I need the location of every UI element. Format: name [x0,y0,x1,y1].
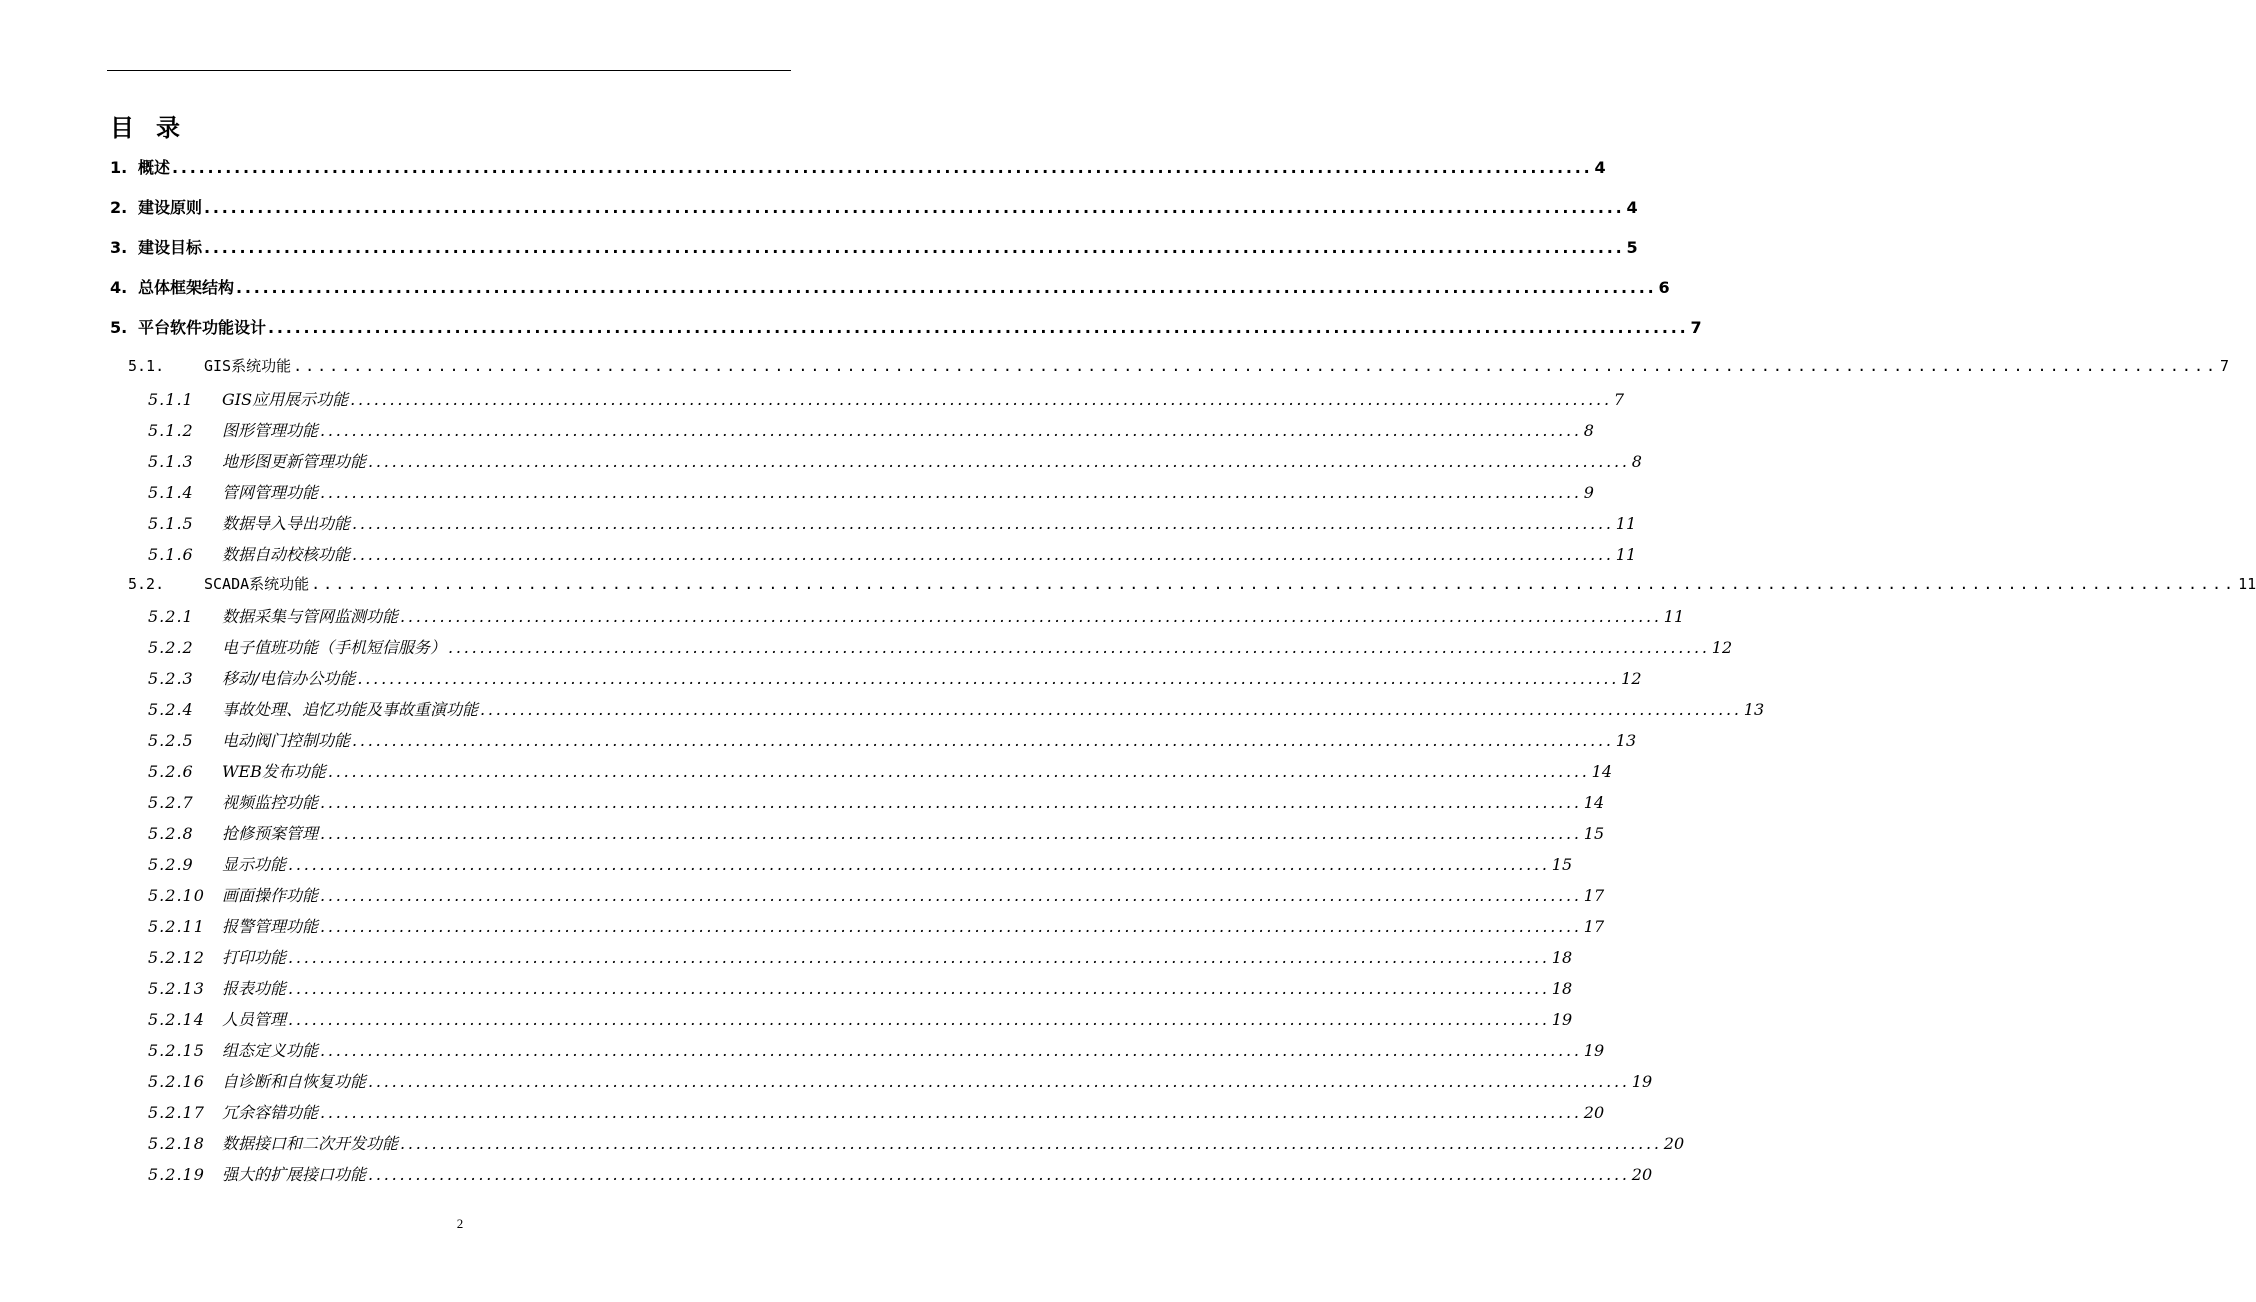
toc-entry-number: 5.2.8 [148,824,194,843]
dot-leader: ................................................................................................................................................................ [480,700,1742,719]
toc-entry-page: 9 [1583,483,1594,502]
dot-leader: ................................................................................................................................................................ [204,238,1625,257]
dot-leader: ................................................................................................................................................................ [350,390,1612,409]
toc-entry[interactable] [148,914,1605,936]
dot-leader: ................................................................................................................................................................ [288,979,1550,998]
toc-entry-title: 概述 [138,158,171,177]
toc-entry[interactable] [148,697,1765,719]
dot-leader: ................................................................................................................................................................ [368,452,1630,471]
toc-entry-title: 地形图更新管理功能 [222,452,367,471]
toc-entry-title: SCADA系统功能 [204,575,310,593]
toc-entry-title: 报表功能 [222,979,287,998]
toc-entry-page: 14 [1583,793,1605,812]
toc-entry-title: 视频监控功能 [222,793,319,812]
toc-entry-title: 自诊断和自恢复功能 [222,1072,367,1091]
toc-entry-title: 电动阀门控制功能 [222,731,351,750]
toc-entry-number: 5.2.17 [148,1103,205,1122]
toc-entry-number: 5.1.3 [148,452,194,471]
toc-entry-title: 人员管理 [222,1010,287,1029]
toc-entry-title: 建设目标 [138,238,203,257]
dot-leader: ................................................................................................................................................................ [400,607,1662,626]
toc-entry[interactable] [128,355,2230,377]
toc-entry-number: 5.2.2 [148,638,194,657]
toc-entry-page: 13 [1615,731,1637,750]
toc-entry-page: 8 [1631,452,1642,471]
toc-entry[interactable] [110,315,1702,339]
toc-entry-number: 5.1. [128,357,165,375]
toc-entry-page: 15 [1583,824,1605,843]
toc-entry[interactable] [110,195,1638,219]
toc-entry-number: 5.2.4 [148,700,194,719]
toc-entry[interactable] [148,883,1605,905]
toc-entry[interactable] [148,418,1594,440]
toc-entry-title: 移动/电信办公功能 [222,669,356,688]
toc-entry-number: 5.1.1 [148,390,194,409]
toc-entry-number: 5.1.2 [148,421,194,440]
toc-entry-page: 19 [1551,1010,1573,1029]
dot-leader: ................................................................................................................................................................ [311,575,2237,593]
dot-leader: ................................................................................................................................................................ [236,278,1657,297]
toc-entry-number: 5.2.13 [148,979,205,998]
dot-leader: ................................................................................................................................................................ [204,198,1625,217]
dot-leader: ................................................................................................................................................................ [352,731,1614,750]
toc-entry-title: 图形管理功能 [222,421,319,440]
toc-entry-page: 13 [1743,700,1765,719]
dot-leader: ................................................................................................................................................................ [320,917,1582,936]
toc-entry-title: 冗余容错功能 [222,1103,319,1122]
dot-leader: ................................................................................................................................................................ [288,855,1550,874]
toc-entry-number: 5.2.5 [148,731,194,750]
toc-entry-title: 平台软件功能设计 [138,318,267,337]
toc-entry[interactable] [148,1131,1685,1153]
toc-entry-number: 5.2.7 [148,793,194,812]
dot-leader: ................................................................................................................................................................ [172,158,1593,177]
toc-entry-number: 5.2.9 [148,855,194,874]
toc-entry-page: 17 [1583,886,1605,905]
toc-entry[interactable] [148,604,1685,626]
dot-leader: ................................................................................................................................................................ [288,948,1550,967]
toc-entry-title: 数据自动校核功能 [222,545,351,564]
toc-entry[interactable] [148,1100,1605,1122]
toc-entry-number: 5.1.4 [148,483,194,502]
dot-leader: ................................................................................................................................................................ [368,1072,1630,1091]
toc-entry-title: 打印功能 [222,948,287,967]
toc-entry-page: 7 [1613,390,1625,409]
toc-entry-page: 4 [1626,198,1638,217]
toc-entry-page: 7 [1690,318,1702,337]
toc-entry[interactable] [148,1038,1605,1060]
toc-entry-page: 5 [1626,238,1638,257]
toc-entry-number: 5.1.6 [148,545,194,564]
toc-entry[interactable] [148,387,1625,409]
toc-entry-number: 5.2.1 [148,607,194,626]
toc-entry-title: 画面操作功能 [222,886,319,905]
toc-entry-title: 组态定义功能 [222,1041,319,1060]
toc-entry-page: 11 [1615,545,1637,564]
toc-entry-page: 7 [2220,357,2230,375]
toc-entry[interactable] [128,573,2256,595]
dot-leader: ................................................................................................................................................................ [320,483,1582,502]
toc-entry-page: 17 [1583,917,1605,936]
toc-entry[interactable] [148,1007,1573,1029]
toc-entry-title: GIS应用展示功能 [222,390,349,409]
toc-entry-page: 18 [1551,948,1573,967]
toc-entry-page: 11 [1663,607,1685,626]
toc-entry[interactable] [148,666,1642,688]
toc-entry-number: 5.2.10 [148,886,205,905]
dot-leader: ................................................................................................................................................................ [293,357,2219,375]
dot-leader: ................................................................................................................................................................ [400,1134,1662,1153]
toc-entry-title: 电子值班功能（手机短信服务） [222,638,447,657]
toc-entry-page: 19 [1631,1072,1653,1091]
toc-entry[interactable] [148,728,1637,750]
toc-entry-title: 管网管理功能 [222,483,319,502]
dot-leader: ................................................................................................................................................................ [352,545,1614,564]
toc-entry[interactable] [148,790,1605,812]
dot-leader: ................................................................................................................................................................ [352,514,1614,533]
dot-leader: ................................................................................................................................................................ [320,886,1582,905]
dot-leader: ................................................................................................................................................................ [320,1041,1582,1060]
toc-entry[interactable] [148,976,1573,998]
dot-leader: ................................................................................................................................................................ [357,669,1620,688]
toc-title-char-2: 录 [156,114,180,142]
page-number: 2 [456,1216,464,1231]
toc-entry-page: 4 [1594,158,1606,177]
toc-entry-number: 5.2.18 [148,1134,205,1153]
toc-entry-number: 1. [110,158,128,177]
toc-entry-page: 20 [1663,1134,1685,1153]
toc-entry-page: 12 [1711,638,1733,657]
toc-entry[interactable] [148,945,1573,967]
toc-entry-page: 15 [1551,855,1573,874]
toc-entry-number: 5.2.6 [148,762,194,781]
toc-entry-number: 5.2.15 [148,1041,205,1060]
toc-entry[interactable] [148,852,1573,874]
toc-entry-page: 6 [1658,278,1670,297]
toc-entry[interactable] [148,635,1733,657]
toc-entry[interactable] [148,1162,1653,1184]
toc-entry-page: 11 [1615,514,1637,533]
toc-entry-number: 5.2.14 [148,1010,205,1029]
toc-entry[interactable] [148,480,1594,502]
toc-entry-number: 5.2.16 [148,1072,205,1091]
toc-title [110,108,180,143]
dot-leader: ................................................................................................................................................................ [320,824,1582,843]
dot-leader: ................................................................................................................................................................ [368,1165,1630,1184]
toc-entry-title: 数据采集与管网监测功能 [222,607,399,626]
toc-entry-title: WEB发布功能 [222,762,326,781]
toc-entry[interactable] [110,155,1606,179]
toc-entry-number: 3. [110,238,128,257]
dot-leader: ................................................................................................................................................................ [288,1010,1550,1029]
toc-entry[interactable] [110,235,1638,259]
toc-entry-title: 建设原则 [138,198,203,217]
toc-entry[interactable] [148,1069,1653,1091]
dot-leader: ................................................................................................................................................................ [268,318,1689,337]
toc-entry-page: 20 [1583,1103,1605,1122]
toc-entry-page: 12 [1621,669,1642,688]
dot-leader: ................................................................................................................................................................ [448,638,1710,657]
toc-entry[interactable] [110,275,1670,299]
toc-entry-title: 数据导入导出功能 [222,514,351,533]
toc-entry-number: 4. [110,278,128,297]
toc-entry-page: 8 [1583,421,1594,440]
toc-entry[interactable] [148,542,1637,564]
toc-entry-number: 5.2.12 [148,948,205,967]
toc-entry-page: 14 [1591,762,1612,781]
dot-leader: ................................................................................................................................................................ [327,762,1590,781]
toc-entry-title: GIS系统功能 [204,357,292,375]
dot-leader: ................................................................................................................................................................ [320,421,1582,440]
dot-leader: ................................................................................................................................................................ [320,793,1582,812]
toc-entry-title: 事故处理、追忆功能及事故重演功能 [222,700,479,719]
header-rule [107,70,791,71]
toc-entry-number: 5.2.3 [148,669,194,688]
toc-entry-page: 19 [1583,1041,1605,1060]
toc-entry-number: 5.1.5 [148,514,194,533]
toc-entry-title: 总体框架结构 [138,278,235,297]
toc-entry-number: 2. [110,198,128,217]
toc-title-char-1: 目 [110,114,134,142]
toc-entry[interactable] [148,759,1612,781]
toc-entry-title: 报警管理功能 [222,917,319,936]
toc-entry[interactable] [148,821,1605,843]
toc-entry[interactable] [148,449,1642,471]
dot-leader: ................................................................................................................................................................ [320,1103,1582,1122]
toc-entry-page: 18 [1551,979,1573,998]
toc-entry-title: 数据接口和二次开发功能 [222,1134,399,1153]
toc-entry-number: 5.2.11 [148,917,205,936]
toc-entry-page: 11 [2238,575,2256,593]
toc-entry-page: 20 [1631,1165,1653,1184]
toc-entry-number: 5.2.19 [148,1165,205,1184]
toc-entry-title: 强大的扩展接口功能 [222,1165,367,1184]
toc-entry-number: 5.2. [128,575,165,593]
toc-entry-number: 5. [110,318,128,337]
toc-entry-title: 显示功能 [222,855,287,874]
toc-entry[interactable] [148,511,1637,533]
toc-entry-title: 抢修预案管理 [222,824,319,843]
